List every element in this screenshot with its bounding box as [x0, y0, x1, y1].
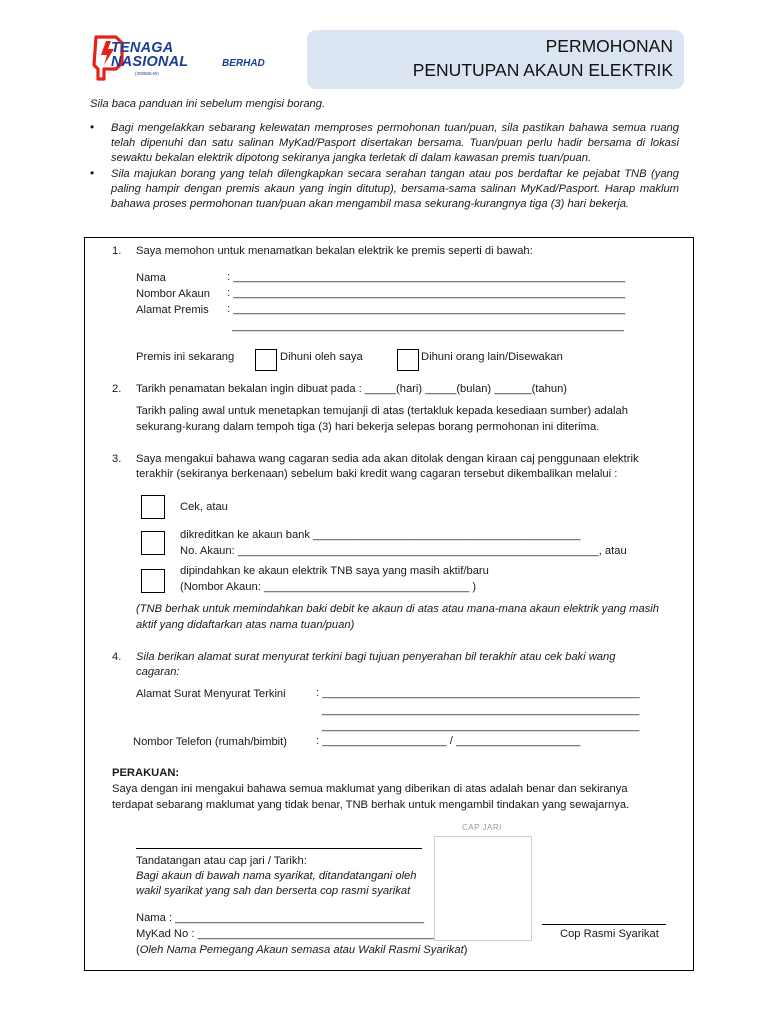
section1-text: Saya memohon untuk menamatkan bekalan elektrik ke premis seperti di bawah:: [136, 245, 533, 257]
bank-account-field[interactable]: dikreditkan ke akaun bank ___________________________________________: [180, 529, 581, 541]
logo-registration: (200866-W): [135, 71, 159, 76]
section2-note: Tarikh paling awal untuk menetapkan temujanji di atas (tertakluk kepada kesediaan sumber) adalah: [136, 405, 628, 417]
account-label: Nombor Akaun: [136, 288, 211, 300]
section-number: 4.: [112, 651, 122, 663]
declaration-text: terdapat sebarang maklumat yang tidak benar, TNB berhak untuk mengambil tindakan yang sewajarnya.: [112, 799, 630, 811]
section3-note: aktif yang didaftarkan atas nama tuan/puan): [136, 619, 355, 631]
checkbox-tnb-transfer[interactable]: [141, 569, 165, 593]
bank-account-number-field[interactable]: No. Akaun: __________________________________________________________, atau: [180, 545, 627, 557]
company-stamp-label: Cop Rasmi Syarikat: [560, 928, 659, 940]
section-number: 2.: [112, 383, 122, 395]
form-title: PENUTUPAN AKAUN ELEKTRIK: [412, 60, 673, 80]
fingerprint-box[interactable]: [434, 836, 532, 941]
section3-text: Saya mengakui bahawa wang cagaran sedia ada akan ditolak dengan kiraan caj penggunaan elektrik: [136, 453, 639, 465]
bullet-icon: •: [90, 166, 95, 180]
signer-note: (Oleh Nama Pemegang Akaun semasa atau Wakil Rasmi Syarikat): [136, 944, 468, 956]
mailing-address-label: Alamat Surat Menyurat Terkini: [136, 688, 286, 700]
company-note: Bagi akaun di bawah nama syarikat, ditandatangani oleh: [136, 870, 417, 882]
occupied-self-label: Dihuni oleh saya: [280, 351, 363, 363]
company-note: wakil syarikat yang sah dan berserta cop rasmi syarikat: [136, 885, 411, 897]
section3-note: (TNB berhak untuk memindahkan baki debit ke akaun di atas atau mana-mana akaun elektrik yang masih: [136, 603, 659, 615]
checkbox-cheque[interactable]: [141, 495, 165, 519]
signature-line[interactable]: [136, 848, 422, 849]
phone-label: Nombor Telefon (rumah/bimbit): [133, 736, 287, 748]
address-label: Alamat Premis: [136, 304, 209, 316]
premise-status-label: Premis ini sekarang: [136, 351, 235, 363]
logo-text: BERHAD: [222, 58, 265, 69]
instruction-bullet: Bagi mengelakkan sebarang kelewatan memproses permohonan tuan/puan, sila pastikan bahawa semua ruang telah dipenuhi dan satu salinan MyKad/Pasport disertakan bersama. Tuan/puan perlu hadir bersama di lokasi sewaktu bekalan elektrik dipotong sekiranya jangka terletak di dalam kawasan premis tuan/puan.: [111, 122, 679, 165]
section4-text: cagaran:: [136, 666, 180, 678]
company-stamp-line[interactable]: [542, 924, 666, 925]
cheque-label: Cek, atau: [180, 501, 228, 513]
occupied-other-label: Dihuni orang lain/Disewakan: [421, 351, 563, 363]
checkbox-occupied-self[interactable]: [255, 349, 277, 371]
signer-note-text: Oleh Nama Pemegang Akaun semasa atau Wakil Rasmi Syarikat: [139, 944, 464, 956]
section-number: 1.: [112, 245, 122, 257]
checkbox-bank-credit[interactable]: [141, 531, 165, 555]
signer-name-field[interactable]: Nama : ________________________________________: [136, 912, 425, 924]
mailing-address-field[interactable]: : ___________________________________________________: [316, 687, 640, 699]
name-field[interactable]: : _______________________________________________________________: [227, 271, 626, 283]
premise-address-field[interactable]: : _______________________________________________________________: [227, 303, 626, 315]
transfer-label: dipindahkan ke akaun elektrik TNB saya yang masih aktif/baru: [180, 565, 489, 577]
account-number-field[interactable]: : _______________________________________________________________: [227, 287, 626, 299]
phone-field[interactable]: : ____________________ / ____________________: [316, 735, 581, 747]
section-number: 3.: [112, 453, 122, 465]
signature-label: Tandatangan atau cap jari / Tarikh:: [136, 855, 307, 867]
section3-text: terakhir (sekiranya berkenaan) sebelum baki kredit wang cagaran tersebut dikembalikan melalui :: [136, 468, 618, 480]
section4-text: Sila berikan alamat surat menyurat terkini bagi tujuan penyerahan bil terakhir atau cek baki wang: [136, 651, 616, 663]
logo-text: NASIONAL: [111, 54, 189, 70]
intro-text: Sila baca panduan ini sebelum mengisi borang.: [90, 98, 326, 110]
termination-date-field[interactable]: Tarikh penamatan bekalan ingin dibuat pada : _____(hari) _____(bulan) ______(tahun): [136, 383, 568, 395]
fingerprint-label: CAP JARI: [462, 823, 502, 832]
declaration-text: Saya dengan ini mengakui bahawa semua maklumat yang diberikan di atas adalah benar dan sekiranya: [112, 783, 628, 795]
premise-address-field-2[interactable]: _______________________________________________________________: [232, 320, 624, 332]
declaration-title: PERAKUAN:: [112, 767, 180, 779]
instruction-bullet: Sila majukan borang yang telah dilengkapkan secara serahan tangan atau pos berdaftar ke pejabat TNB (yang paling hampir dengan premis akaun yang ingin ditutup), bersama-sama salinan MyKad/Pasport. Harap maklum bahawa proses permohonan tuan/puan akan mengambil masa sekurang-kurangnya tiga (3) hari bekerja.: [111, 168, 679, 211]
mailing-address-field-2[interactable]: ___________________________________________________: [322, 704, 640, 716]
logo-text: TENAGA: [111, 40, 174, 56]
form-title: PERMOHONAN: [545, 36, 673, 56]
checkbox-occupied-other[interactable]: [397, 349, 419, 371]
transfer-account-field[interactable]: (Nombor Akaun: _________________________________ ): [180, 581, 477, 593]
section2-note: sekurang-kurang dalam tempoh tiga (3) hari bekerja selepas borang permohonan ini diterima.: [136, 421, 600, 433]
mailing-address-field-3[interactable]: ___________________________________________________: [322, 720, 640, 732]
signer-ic-field[interactable]: MyKad No : ______________________________________: [136, 928, 434, 940]
bullet-icon: •: [90, 120, 95, 134]
name-label: Nama: [136, 272, 166, 284]
